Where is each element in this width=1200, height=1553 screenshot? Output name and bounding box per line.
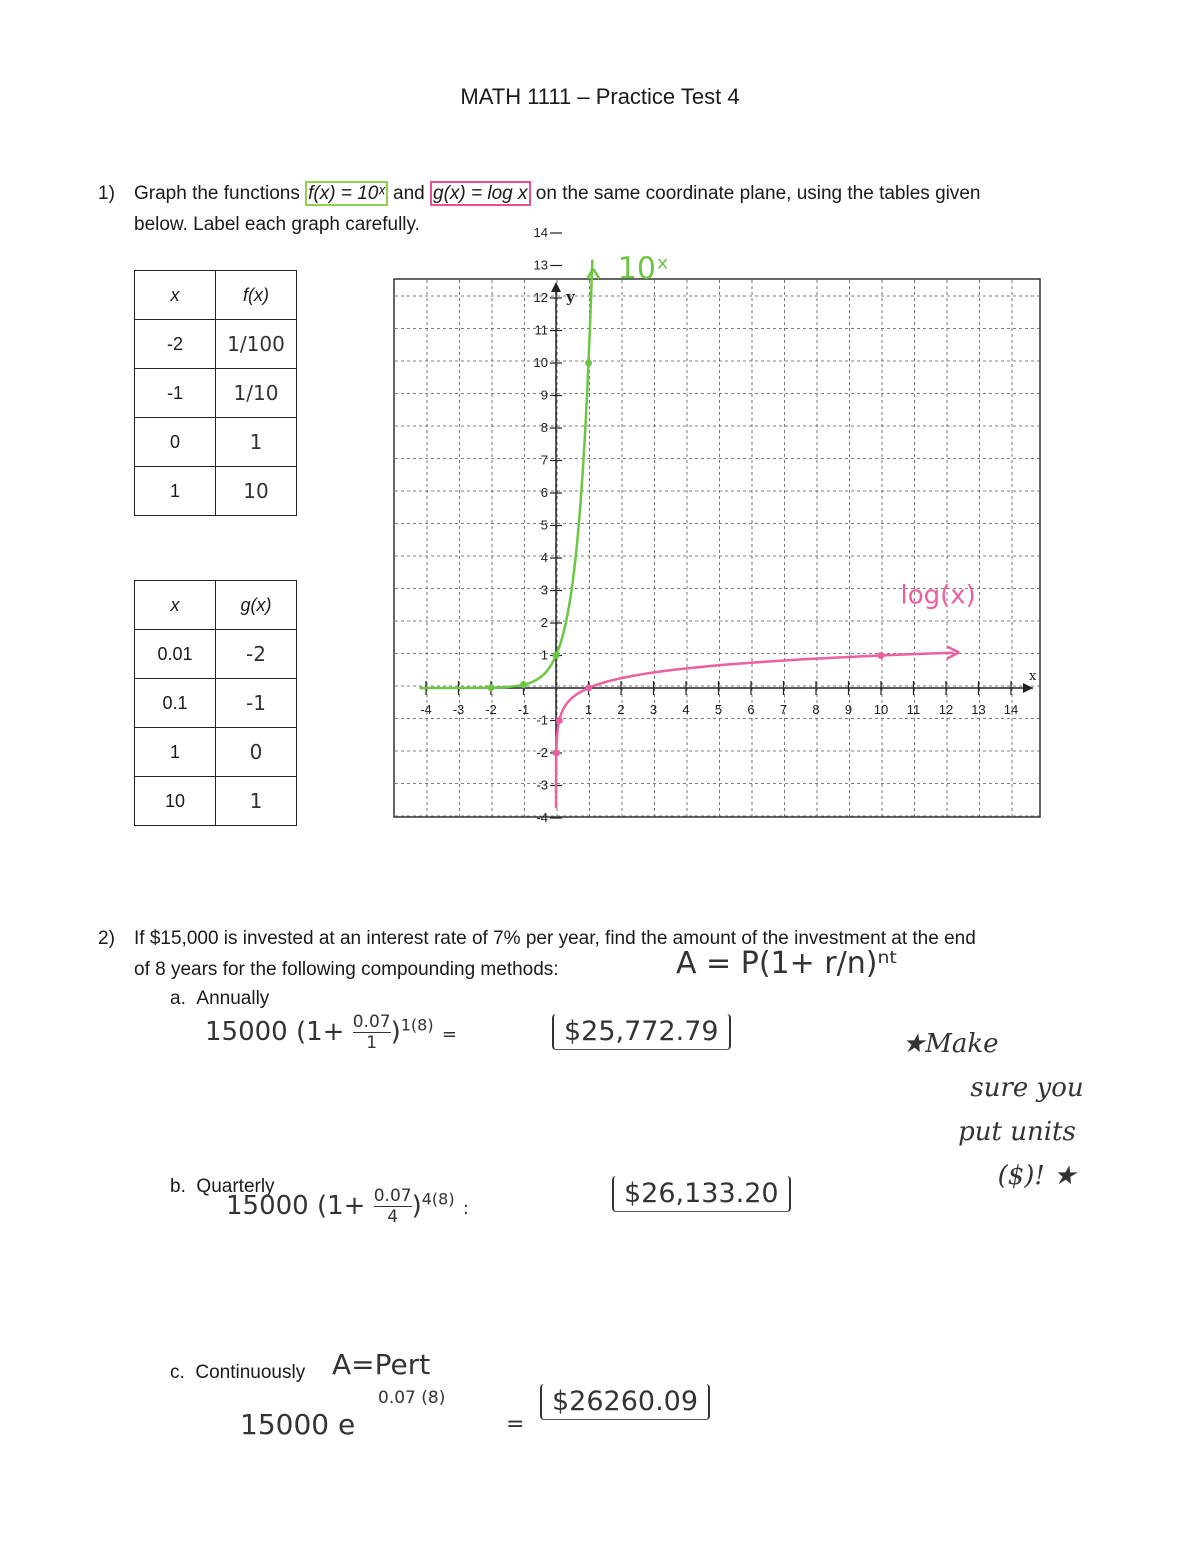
table-cell: -1 xyxy=(135,369,216,418)
part-a-exponent: 1(8) xyxy=(400,1015,434,1035)
part-b-answer: $26,133.20 xyxy=(612,1176,791,1212)
part-b-frac-den: 4 xyxy=(387,1207,399,1227)
graph-frame xyxy=(394,279,1040,817)
x-tick-label: 2 xyxy=(617,702,625,717)
question-1 xyxy=(98,178,1108,240)
part-b-name: Quarterly xyxy=(196,1176,275,1197)
point-f xyxy=(585,360,592,367)
compound-formula: A = P(1+ r/n)ⁿᵗ xyxy=(676,946,899,981)
table-f-header xyxy=(135,271,297,320)
x-tick-label: 11 xyxy=(906,702,921,717)
y-tick-label: -1 xyxy=(536,712,548,728)
table-cell: 1/100 xyxy=(216,320,297,369)
part-a-letter: a. xyxy=(170,988,186,1009)
table-cell: 1 xyxy=(216,777,297,826)
table-cell: 10 xyxy=(216,467,297,516)
part-c-exponent: 0.07 (8) xyxy=(378,1388,446,1408)
x-tick-label: -3 xyxy=(452,702,465,717)
y-tick-label: 11 xyxy=(534,322,548,338)
part-a-answer: $25,772.79 xyxy=(552,1014,731,1050)
part-b-equals: : xyxy=(462,1198,469,1219)
part-c-formula: A=Pert xyxy=(332,1348,431,1381)
y-tick-label: -3 xyxy=(536,777,548,793)
y-tick-label: 4 xyxy=(540,550,548,565)
table-cell: 0 xyxy=(216,728,297,777)
table-f-header-x: x xyxy=(135,271,216,320)
part-a-work-base: 15000 (1+ xyxy=(205,1017,345,1047)
table-g-header-x: x xyxy=(135,581,216,630)
x-tick-label: 13 xyxy=(971,702,986,717)
curve-g-log xyxy=(556,653,953,809)
x-tick-label: 10 xyxy=(873,702,889,717)
question-1-text-a: Graph the functions xyxy=(134,183,306,204)
table-cell: 0 xyxy=(135,418,216,467)
table-g-header-gx: g(x) xyxy=(216,581,297,630)
x-tick-label: 5 xyxy=(714,702,723,717)
x-axis-arrow xyxy=(1023,683,1033,693)
table-f-header-fx: f(x) xyxy=(216,271,297,320)
part-a-name: Annually xyxy=(196,988,270,1009)
curve-g-label: log(x) xyxy=(900,580,976,611)
x-tick-label: 14 xyxy=(1003,702,1019,717)
table-cell: -2 xyxy=(216,630,297,679)
question-1-text-c: on the same coordinate plane, using the tables given xyxy=(530,183,981,204)
part-a-work: 15000 (1+ $\frac{0.07}{1}$ )$^{1(8)}$ = xyxy=(205,1012,457,1053)
y-tick-label: 14 xyxy=(533,225,548,240)
table-row xyxy=(135,777,297,826)
part-c-letter: c. xyxy=(170,1362,185,1383)
curve-f-arrow xyxy=(587,269,599,279)
table-cell: -1 xyxy=(216,679,297,728)
table-cell: 10 xyxy=(135,777,216,826)
page-title: MATH 1111 – Practice Test 4 xyxy=(460,84,740,109)
part-b-work-base: 15000 (1+ xyxy=(226,1191,366,1221)
table-row xyxy=(135,320,297,369)
part-c-name: Continuously xyxy=(195,1362,306,1383)
units-note xyxy=(902,1022,1112,1198)
part-c-equals: = xyxy=(506,1412,525,1437)
question-2-line-2: of 8 years for the following compounding methods: xyxy=(134,959,559,980)
units-note-line-1: ★Make xyxy=(902,1029,999,1059)
table-cell: 1 xyxy=(135,728,216,777)
table-row xyxy=(135,728,297,777)
table-g-header xyxy=(135,581,297,630)
table-cell: 0.01 xyxy=(135,630,216,679)
x-tick-label: 12 xyxy=(938,702,954,717)
y-tick-label: 3 xyxy=(540,582,548,598)
question-1-text-d: below. Label each graph carefully. xyxy=(134,214,420,235)
curve-f-label: 10ˣ xyxy=(617,251,670,287)
part-b-frac-num: 0.07 xyxy=(373,1186,412,1206)
y-axis-arrow xyxy=(551,282,561,292)
part-b-exponent: 4(8) xyxy=(421,1189,455,1209)
x-tick-label: 6 xyxy=(747,702,755,717)
table-row xyxy=(135,467,297,516)
x-tick-label: 8 xyxy=(812,702,820,717)
point-g xyxy=(556,717,563,724)
point-f xyxy=(488,684,495,691)
y-tick-label: 10 xyxy=(533,355,548,370)
point-g xyxy=(585,685,592,692)
table-row xyxy=(135,418,297,467)
x-tick-label: 9 xyxy=(844,702,853,717)
point-f xyxy=(520,681,527,688)
question-2 xyxy=(98,923,1178,985)
y-tick-label: 5 xyxy=(540,517,548,533)
y-tick-label: 9 xyxy=(540,387,548,403)
x-tick-label: -1 xyxy=(517,702,530,717)
x-tick-label: 4 xyxy=(682,702,690,717)
x-tick-label: 1 xyxy=(584,702,593,717)
part-a-frac-num: 0.07 xyxy=(352,1012,391,1032)
part-a-label xyxy=(170,988,269,1010)
curve-f-10x xyxy=(420,257,593,688)
x-axis-label: x xyxy=(1029,669,1037,684)
part-c-label xyxy=(170,1362,305,1384)
question-1-number: 1) xyxy=(98,183,115,204)
part-a-frac-den: 1 xyxy=(366,1033,378,1053)
y-tick-label: 12 xyxy=(533,290,548,305)
table-row xyxy=(135,630,297,679)
part-b-work: 15000 (1+ $\frac{0.07}{4}$ )$^{4(8)}$ : xyxy=(226,1186,469,1227)
y-tick-label: 2 xyxy=(540,615,548,630)
table-g xyxy=(134,580,297,826)
coordinate-plane xyxy=(393,225,1043,825)
x-tick-label: -4 xyxy=(420,702,432,717)
f-definition: f(x) = 10ˣ xyxy=(305,181,388,206)
y-tick-label: 1 xyxy=(540,647,548,663)
part-b-letter: b. xyxy=(170,1176,186,1197)
part-a-equals: = xyxy=(441,1024,457,1045)
x-tick-label: -2 xyxy=(485,702,497,717)
table-cell: 1/10 xyxy=(216,369,297,418)
table-cell: 1 xyxy=(216,418,297,467)
x-tick-label: 7 xyxy=(779,702,788,717)
table-cell: 1 xyxy=(135,467,216,516)
x-tick-label: 3 xyxy=(649,702,658,717)
units-note-line-4: ($)! ★ xyxy=(997,1161,1077,1191)
y-tick-label: 13 xyxy=(533,257,548,273)
table-row xyxy=(135,369,297,418)
part-c-answer: $26260.09 xyxy=(540,1384,710,1420)
question-2-line-1: If $15,000 is invested at an interest rate of 7% per year, find the amount of the investment at the end xyxy=(134,928,976,949)
table-cell: 0.1 xyxy=(135,679,216,728)
point-g xyxy=(553,750,560,757)
point-f xyxy=(553,652,560,659)
y-tick-label: -2 xyxy=(536,745,548,760)
y-tick-label: 6 xyxy=(540,485,548,500)
y-tick-label: 7 xyxy=(540,452,548,468)
y-tick-label: -4 xyxy=(536,810,548,825)
point-g xyxy=(878,652,885,659)
units-note-line-2: sure you xyxy=(970,1073,1084,1103)
part-c-work: 15000 e xyxy=(240,1408,356,1441)
question-2-number: 2) xyxy=(98,928,115,949)
table-f xyxy=(134,270,297,516)
table-cell: -2 xyxy=(135,320,216,369)
g-definition: g(x) = log x xyxy=(430,181,531,206)
y-axis-label: y xyxy=(566,288,575,306)
y-tick-label: 8 xyxy=(540,420,548,435)
table-row xyxy=(135,679,297,728)
units-note-line-3: put units xyxy=(958,1117,1076,1147)
question-1-text-b: and xyxy=(387,183,430,204)
